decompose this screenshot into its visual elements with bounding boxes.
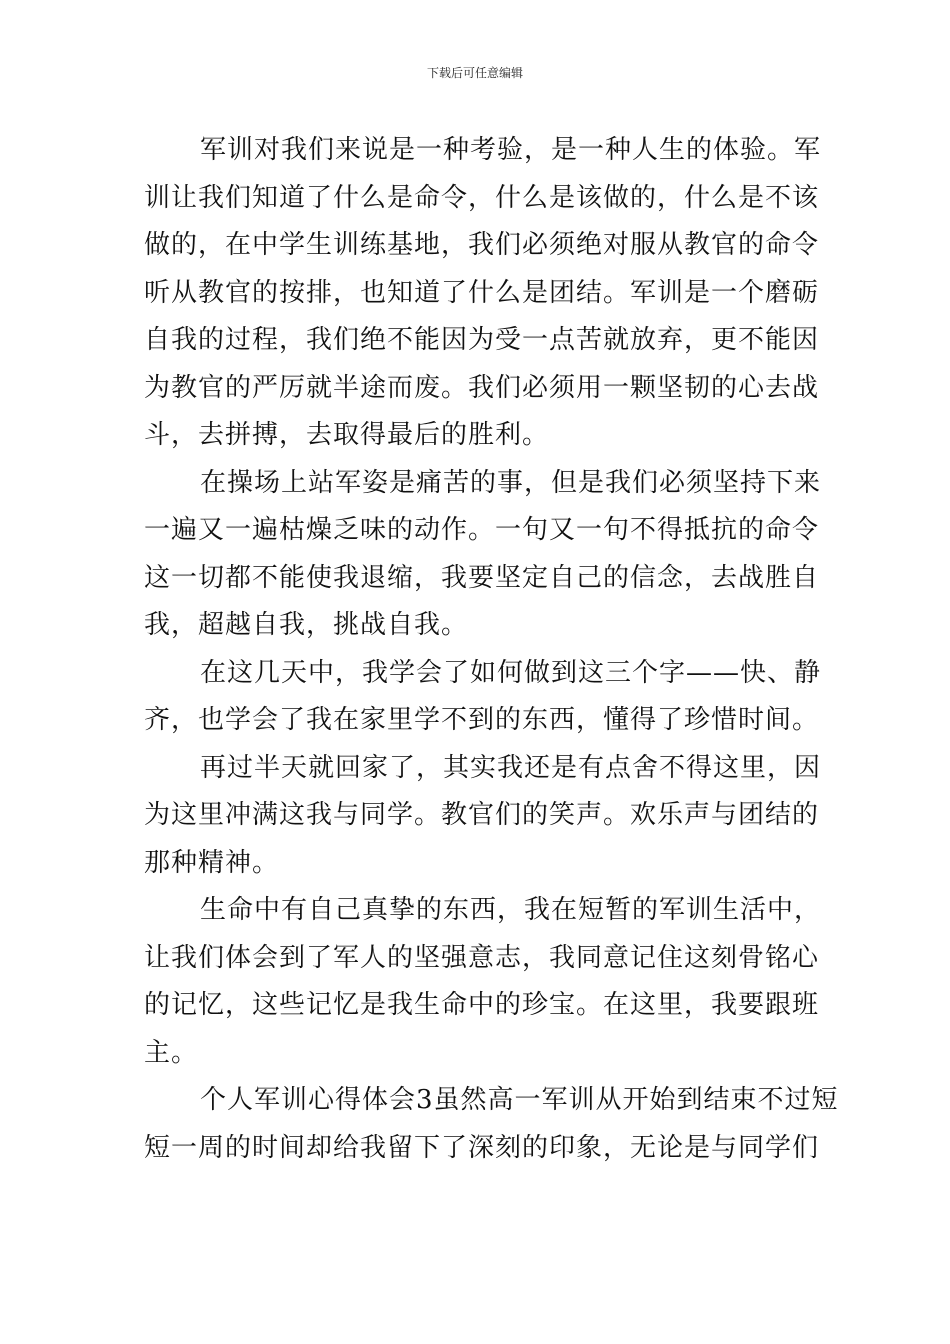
paragraph-line: 我，超越自我，挑战自我。 [144,610,469,640]
paragraph-line: 在这几天中，我学会了如何做到这三个字——快、静 [200,657,822,688]
document-body [144,127,839,1172]
paragraph-line: 自我的过程，我们绝不能因为受一点苦就放弃，更不能因 [144,325,820,355]
paragraph-line: 听从教官的按排，也知道了什么是团结。军训是一个磨砺 [144,277,820,308]
page-header: 下载后可任意编辑 [426,66,523,80]
paragraph-line: 军训对我们来说是一种考验，是一种人生的体验。军 [200,135,822,165]
paragraph-line: 做的，在中学生训练基地，我们必须绝对服从教官的命令 [144,230,820,260]
paragraph-line: 在操场上站军姿是痛苦的事，但是我们必须坚持下来 [200,467,822,498]
paragraph-line: 再过半天就回家了，其实我还是有点舍不得这里，因 [200,752,822,783]
paragraph-line: 生命中有自己真挚的东西，我在短暂的军训生活中， [200,895,822,925]
paragraph-line: 一遍又一遍枯燥乏味的动作。一句又一句不得抵抗的命令 [144,515,820,545]
paragraph-line: 个人军训心得体会3虽然高一军训从开始到结束不过短 [200,1085,839,1115]
paragraph-line: 那种精神。 [144,847,280,878]
paragraph-line: 短一周的时间却给我留下了深刻的印象，无论是与同学们 [144,1132,820,1163]
paragraph-line: 主。 [144,1037,199,1068]
paragraph-line: 为教官的严厉就半途而废。我们必须用一颗坚韧的心去战 [144,372,820,403]
paragraph-line: 斗，去拼搏，去取得最后的胜利。 [144,420,550,450]
paragraph-line: 的记忆，这些记忆是我生命中的珍宝。在这里，我要跟班 [144,990,820,1020]
paragraph-line: 这一切都不能使我退缩，我要坚定自己的信念，去战胜自 [144,562,820,593]
paragraph-line: 齐，也学会了我在家里学不到的东西，懂得了珍惜时间。 [144,705,820,735]
paragraph-line: 为这里冲满这我与同学。教官们的笑声。欢乐声与团结的 [144,800,820,830]
paragraph-line: 训让我们知道了什么是命令，什么是该做的，什么是不该 [144,182,820,213]
paragraph-line: 让我们体会到了军人的坚强意志，我同意记住这刻骨铭心 [144,942,820,973]
